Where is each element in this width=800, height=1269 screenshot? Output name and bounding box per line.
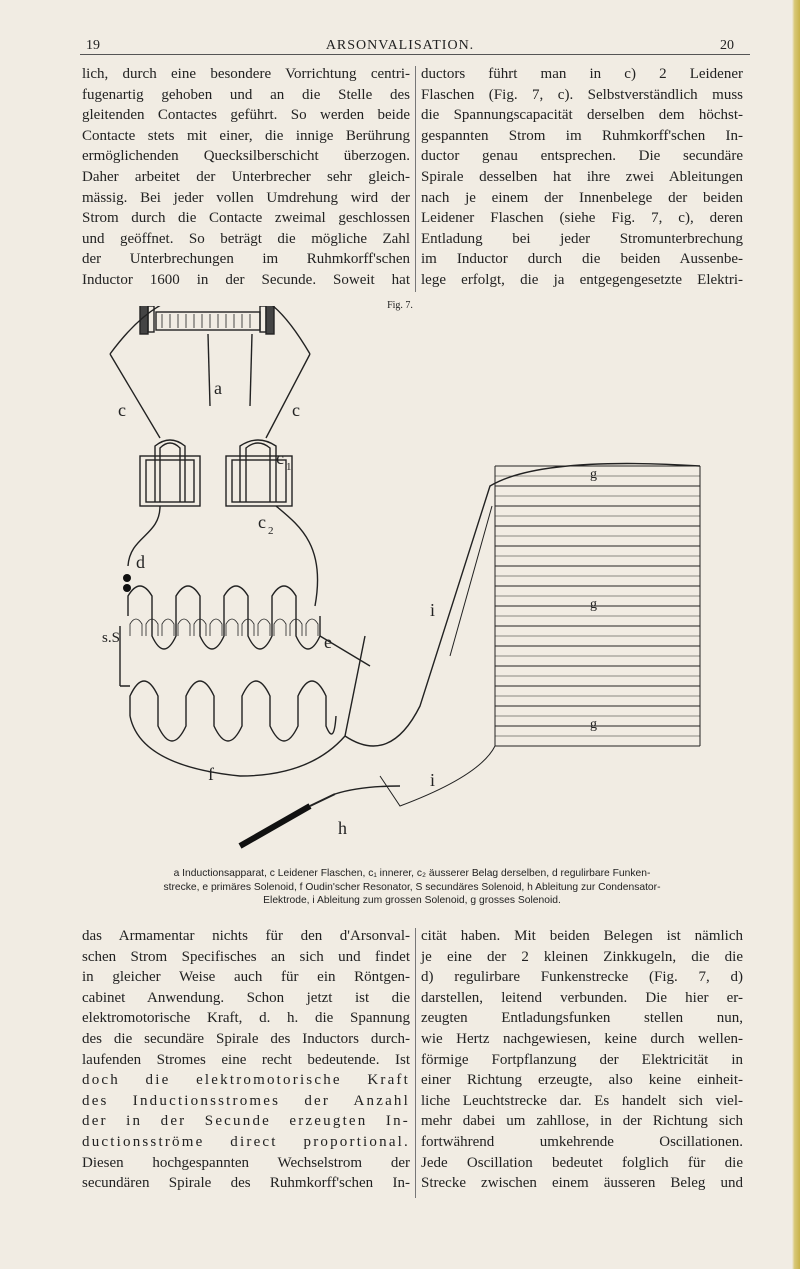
page-number-left: 19 <box>86 38 100 53</box>
label-g-top: g <box>590 467 597 482</box>
condensor-electrode <box>240 786 400 846</box>
text-line: doch die elektromotorische Kraft <box>82 1072 410 1089</box>
text-line: Contacte stets mit einer, die innige Berührung <box>82 127 410 144</box>
text-line: ductors führt man in c) 2 Leidener <box>421 66 743 82</box>
text-line: in gleicher Weise auch für ein Röntgen- <box>82 969 410 986</box>
oudin-resonator <box>130 681 336 741</box>
text-line: Spirale desselben hat ihre zwei Ableitungen <box>421 168 743 185</box>
text-line: einer Richtung erzeugte, also keine einheit- <box>421 1072 743 1089</box>
text-line: mässig. Bei jeder vollen Umdrehung wird der <box>82 189 410 206</box>
text-line: fortwährend umkehrende Oscillationen. <box>421 1133 743 1150</box>
text-line: cität haben. Mit beiden Belegen ist nämlich <box>421 928 743 944</box>
text-line: mehr dabei um zahllose, in der Richtung sich <box>421 1113 743 1130</box>
text-line: förmige Fortpflanzung der Elektricität in <box>421 1051 743 1068</box>
text-line: nach je einem der Innenbelege der beiden <box>421 189 743 206</box>
induction-apparatus <box>110 306 310 438</box>
spark-gap-ball <box>123 574 131 582</box>
text-line: laufenden Stromes eine recht bedeutende. Ist <box>82 1051 410 1068</box>
text-line: lege erfolgt, die ja entgegengesetzte Elektri- <box>421 271 743 288</box>
text-line: lich, durch eine besondere Vorrichtung centri- <box>82 66 410 82</box>
header-rule <box>80 54 750 55</box>
page-edge <box>792 0 800 1269</box>
primary-solenoid <box>128 586 320 649</box>
text-line: Strecke zwischen einem äusseren Beleg und <box>421 1175 743 1192</box>
text-line: elektromotorische Kraft, d. h. die Spannung <box>82 1010 410 1027</box>
caption-line: a Inductionsapparat, c Leidener Flaschen, c₁ innerer, c₂ äusserer Belag derselben, d regulirbare Funken- <box>173 868 651 879</box>
text-line: Leidener Flaschen (siehe Fig. 7, c), deren <box>421 210 743 227</box>
large-solenoid <box>380 466 700 806</box>
text-line: secundären Spirale des Ruhmkorff'schen In- <box>82 1175 410 1192</box>
label-d: d <box>136 552 145 572</box>
text-line: Daher arbeitet der Unterbrecher sehr gleich- <box>82 168 410 185</box>
label-c2: c <box>258 512 266 532</box>
text-line: Entladung bei jeder Stromunterbrechung <box>421 230 743 247</box>
figure-7-diagram <box>100 306 730 866</box>
text-line: wie Hertz nachgewiesen, keine durch wellen- <box>421 1030 743 1047</box>
text-line: liche Leuchtstrecke dar. Es handelt sich viel- <box>421 1092 743 1109</box>
caption-line: strecke, e primäres Solenoid, f Oudin'scher Resonator, S secundäres Solenoid, h Ableitung zur Condensator- <box>163 881 661 893</box>
text-line: fugenartig gehoben und an die Stelle des <box>82 86 410 103</box>
leyden-jars <box>140 440 292 506</box>
text-line: im Inductor durch die beiden Aussenbe- <box>421 251 743 268</box>
text-column-top-left <box>82 64 410 291</box>
text-line: ermöglichenden Quecksilberschicht überzogen. <box>82 148 410 165</box>
label-h: h <box>338 818 347 838</box>
label-e: e <box>324 632 332 652</box>
text-line: schen Strom Specifisches an sich und findet <box>82 948 410 965</box>
label-g-middle: g <box>590 597 597 612</box>
label-ss: s.S <box>102 630 120 646</box>
label-i-lower: i <box>430 770 436 790</box>
label-c1-sub: 1 <box>286 461 292 473</box>
text-line: gespannten Strom im Ruhmkorff'schen In- <box>421 127 743 144</box>
text-line: je eine der 2 kleinen Zinkkugeln, die die <box>421 948 743 965</box>
label-f: f <box>208 764 214 784</box>
column-divider <box>415 66 416 292</box>
label-c-right: c <box>292 400 300 420</box>
text-line: des die secundäre Spirale des Inductors durch- <box>82 1030 410 1047</box>
spark-gap-ball <box>123 584 131 592</box>
text-line: zeugten Entladungsfunken stellen nun, <box>421 1010 743 1027</box>
page-number-right: 20 <box>720 38 734 53</box>
label-c1: c <box>276 448 284 468</box>
text-line: ductionsströme direct proportional. <box>82 1133 410 1150</box>
text-column-top-right <box>421 64 743 291</box>
text-line: cabinet Anwendung. Schon jetzt ist die <box>82 989 410 1006</box>
column-divider <box>415 928 416 1198</box>
text-line: Flaschen (Fig. 7, c). Selbstverständlich muss <box>421 86 743 103</box>
text-line: das Armamentar nichts für den d'Arsonval- <box>82 928 410 944</box>
text-line: d) regulirbare Funkenstrecke (Fig. 7, d) <box>421 969 743 986</box>
running-title: ARSONVALISATION. <box>325 38 475 53</box>
text-line: Jede Oscillation bedeutet folglich für die <box>421 1154 743 1171</box>
text-column-bottom-right <box>421 926 743 1194</box>
label-a: a <box>214 378 222 398</box>
text-line: ductor genau entsprechen. Die secundäre <box>421 148 743 165</box>
text-column-bottom-left <box>82 926 410 1194</box>
label-c2-sub: 2 <box>268 525 274 537</box>
text-line: darstellen, leitend verbunden. Die hier er- <box>421 989 743 1006</box>
text-line: der Unterbrechungen im Ruhmkorff'schen <box>82 251 410 268</box>
label-g-bottom: g <box>590 717 597 732</box>
text-line: die Spannungscapacität derselben dem höchst- <box>421 107 743 124</box>
text-line: und geöffnet. So beträgt die mögliche Zahl <box>82 230 410 247</box>
text-line: Strom durch die Contacte zweimal geschlossen <box>82 210 410 227</box>
text-line: der in der Secunde erzeugten In- <box>82 1113 410 1130</box>
label-c-left: c <box>118 400 126 420</box>
caption-line: Elektrode, i Ableitung zum grossen Solenoid, g grosses Solenoid. <box>263 895 561 906</box>
label-i-upper: i <box>430 600 436 620</box>
text-line: Inductor 1600 in der Secunde. Soweit hat <box>82 271 410 288</box>
text-line: des Inductionsstromes der Anzahl <box>82 1092 410 1109</box>
figure-caption <box>82 867 742 908</box>
text-line: Diesen hochgespannten Wechselstrom der <box>82 1154 410 1171</box>
text-line: gleitenden Contactes geführt. So werden beide <box>82 107 410 124</box>
figure-label: Fig. 7. <box>387 300 413 311</box>
